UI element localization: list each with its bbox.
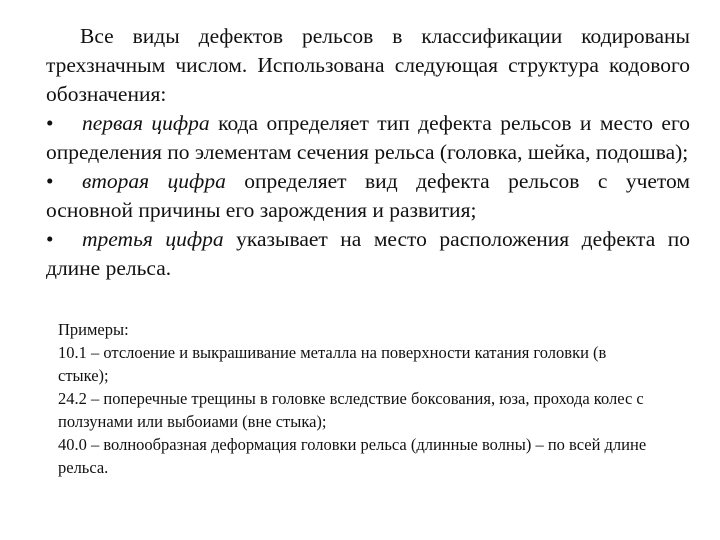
bullet-icon: • bbox=[46, 227, 54, 251]
example-item-40-0: 40.0 – волнообразная деформация головки рельса (длинные волны) – по всей длине рельса. bbox=[58, 435, 647, 477]
intro-paragraph: Все виды дефектов рельсов в классификации кодированы трехзначным числом. Использована следующая структура кодового обозначения: bbox=[46, 24, 690, 106]
bullet-text: указывает на место расположения дефекта по длине рельса. bbox=[46, 227, 690, 280]
bullet-emphasis: первая цифра bbox=[82, 111, 210, 135]
bullet-item-second-digit bbox=[46, 167, 690, 225]
bullet-icon: • bbox=[46, 169, 54, 193]
example-item-10-1: 10.1 – отслоение и выкрашивание металла на поверхности катания головки (в стыке); bbox=[58, 343, 607, 385]
bullet-item-third-digit bbox=[46, 225, 690, 283]
bullet-icon: • bbox=[46, 111, 54, 135]
bullet-emphasis: вторая цифра bbox=[82, 169, 226, 193]
example-item-24-2: 24.2 – поперечные трещины в головке вследствие боксования, юза, прохода колес с ползунами или выбоиами (вне стыка); bbox=[58, 389, 644, 431]
examples-block bbox=[58, 318, 658, 479]
bullet-text: кода определяет тип дефекта рельсов и место его определения по элементам сечения рельса (головка, шейка, подошва); bbox=[46, 111, 690, 164]
main-text-block bbox=[46, 22, 690, 283]
bullet-text: определяет вид дефекта рельсов с учетом основной причины его зарождения и развития; bbox=[46, 169, 690, 222]
examples-heading: Примеры: bbox=[58, 320, 129, 339]
bullet-emphasis: третья цифра bbox=[82, 227, 224, 251]
bullet-item-first-digit bbox=[46, 109, 690, 167]
